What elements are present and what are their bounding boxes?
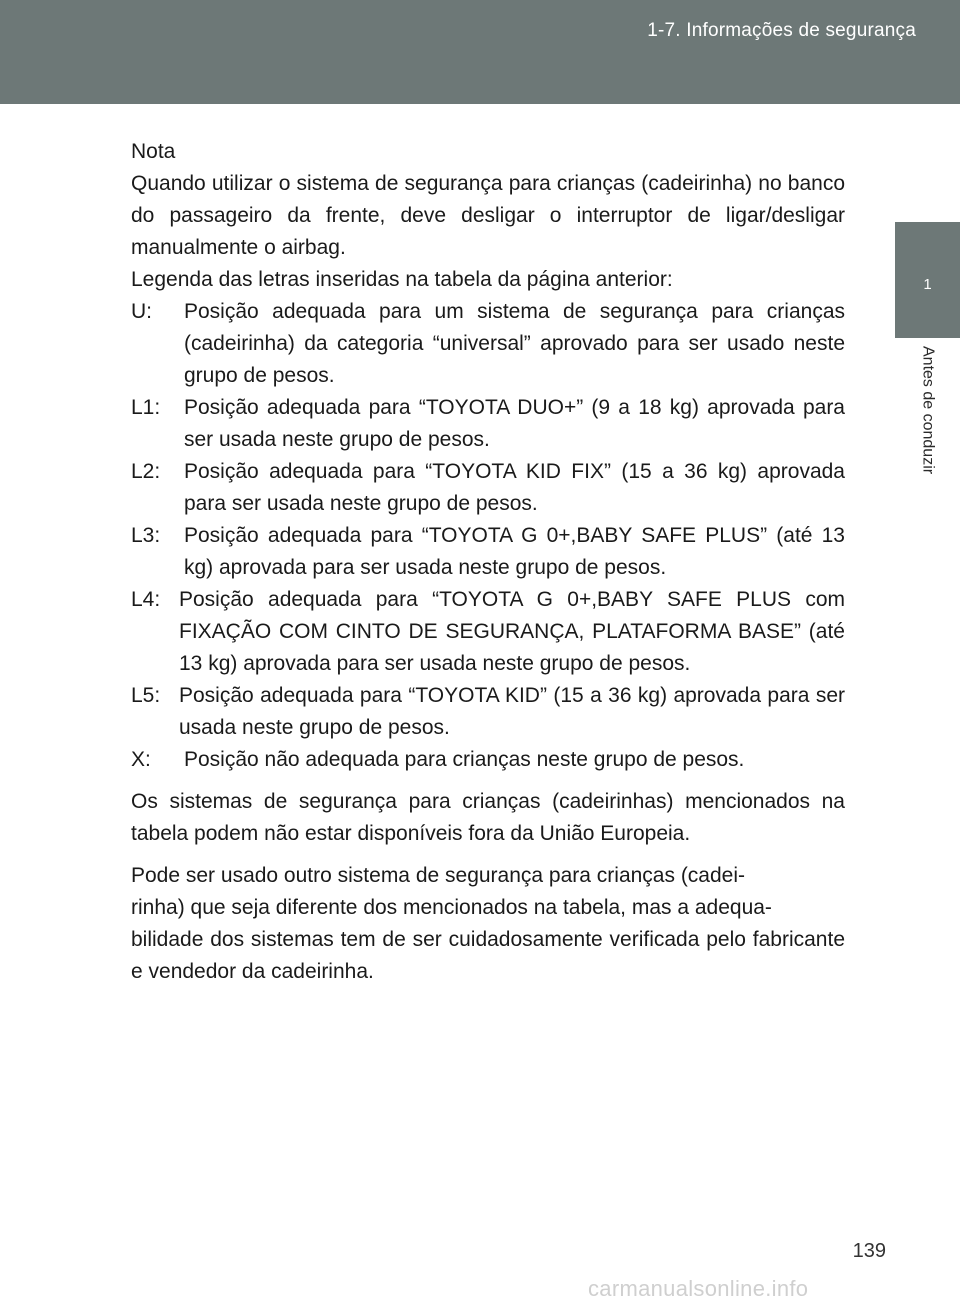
other-systems-line-2: rinha) que seja diferente dos mencionados na tabela, mas a adequa- [131,896,772,919]
legend-item-l1 [131,392,845,456]
note-text: Quando utilizar o sistema de segurança para crianças (cadeirinha) no banco do passageiro da frente, deve desligar o interruptor de ligar/desligar manualmente o airbag. [131,172,845,259]
watermark: carmanualsonline.info [588,1276,809,1301]
chapter-label-area [895,338,960,538]
page-number: 139 [852,1240,886,1262]
legend-code: L4: [131,588,161,611]
legend-text: Posição adequada para “TOYOTA KID” (15 a 36 kg) aprovada para ser usada neste grupo de pesos. [179,684,845,739]
legend-item-x [131,744,845,776]
legend-item-u [131,296,845,392]
note-title: Nota [131,140,176,163]
legend-code: X: [131,748,151,771]
other-systems-paragraph [131,860,845,988]
legend-item-l2 [131,456,845,520]
legend-text: Posição adequada para “TOYOTA DUO+” (9 a 18 kg) aprovada para ser usada neste grupo de pesos. [184,396,845,451]
legend-text: Posição adequada para “TOYOTA G 0+,BABY SAFE PLUS com FIXAÇÃO COM CINTO DE SEGURANÇA, PLATAFORMA BASE” (até 13 kg) aprovada para ser usada neste grupo de pesos. [179,588,845,675]
page-content [131,136,845,988]
legend-text: Posição adequada para “TOYOTA KID FIX” (15 a 36 kg) aprovada para ser usada neste grupo de pesos. [184,460,845,515]
legend-code: L1: [131,396,161,419]
legend-code: L5: [131,684,161,707]
other-systems-rest: bilidade dos sistemas tem de ser cuidadosamente verificada pelo fabricante e vendedor da cadeirinha. [131,928,845,983]
legend-item-l3 [131,520,845,584]
page-header [0,0,960,104]
chapter-label: Antes de conduzir [919,346,937,475]
legend-item-l5 [131,680,845,744]
legend-text: Posição não adequada para crianças neste grupo de pesos. [184,748,745,771]
section-title: 1-7. Informações de segurança [647,20,916,41]
chapter-number: 1 [923,276,932,293]
chapter-tab [895,222,960,338]
legend-text: Posição adequada para “TOYOTA G 0+,BABY SAFE PLUS” (até 13 kg) aprovada para ser usada neste grupo de pesos. [184,524,845,579]
legend-code: L2: [131,460,161,483]
legend-text: Posição adequada para um sistema de segurança para crianças (cadeirinha) da categoria “universal” aprovado para ser usado neste grupo de pesos. [184,300,845,387]
legend-item-l4 [131,584,845,680]
legend-code: L3: [131,524,161,547]
legend-intro: Legenda das letras inseridas na tabela da página anterior: [131,268,673,291]
availability-paragraph: Os sistemas de segurança para crianças (cadeirinhas) mencionados na tabela podem não estar disponíveis fora da União Europeia. [131,790,845,845]
legend-code: U: [131,300,152,323]
other-systems-line-1: Pode ser usado outro sistema de segurança para crianças (cadei- [131,864,746,887]
